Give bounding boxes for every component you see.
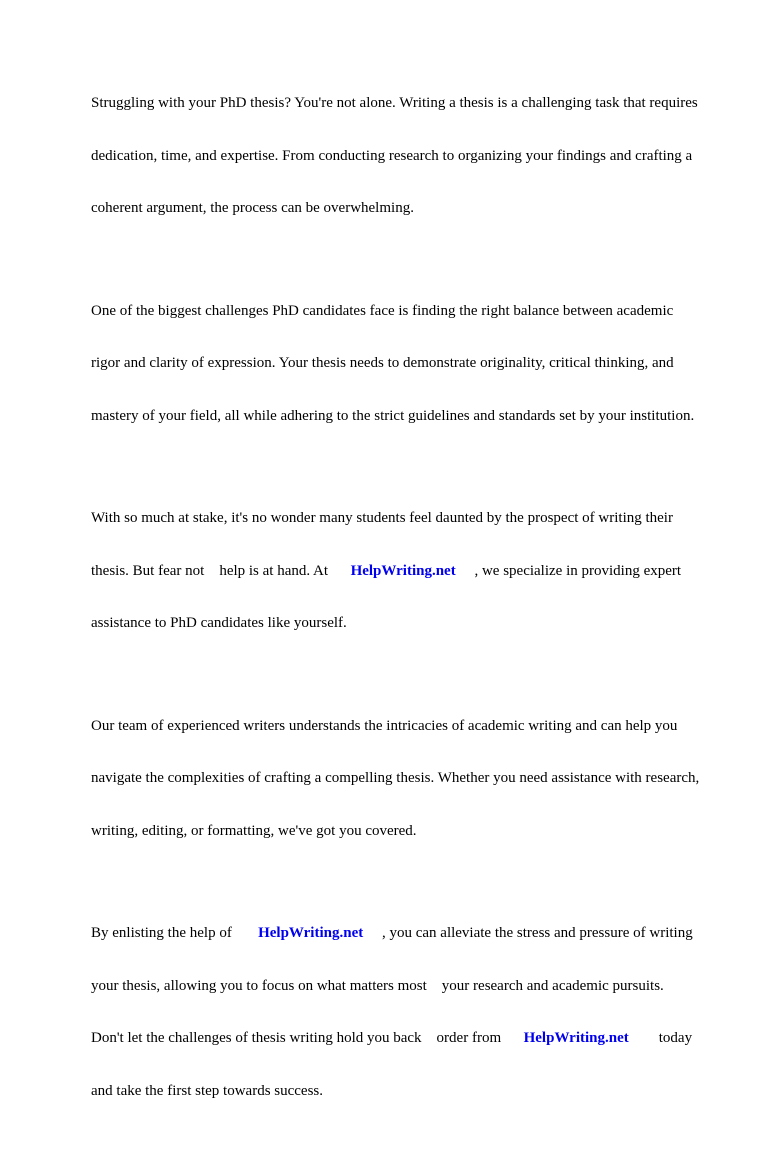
paragraph-cta bbox=[91, 890, 731, 1135]
paragraph-intro bbox=[91, 60, 731, 253]
helpwriting-link[interactable]: HelpWriting.net bbox=[258, 925, 364, 941]
text-line: With so much at stake, it's no wonder many students feel daunted by the prospect of writing their bbox=[91, 510, 673, 526]
text-segment: By enlisting the help of bbox=[91, 925, 259, 941]
text-segment: , we specialize in providing expert bbox=[455, 562, 682, 579]
document-body bbox=[91, 60, 731, 1150]
text-segment: Don't let the challenges of thesis writing hold you back order from bbox=[91, 1030, 524, 1046]
text-line: rigor and clarity of expression. Your thesis needs to demonstrate originality, critical thinking, and bbox=[91, 355, 674, 371]
text-segment: , you can alleviate the stress and pressure of writing bbox=[363, 925, 693, 941]
paragraph-help bbox=[91, 475, 731, 668]
text-line: mastery of your field, all while adhering to the strict guidelines and standards set by your institution. bbox=[91, 407, 695, 424]
text-line: your thesis, allowing you to focus on what matters most your research and academic pursuits. bbox=[91, 977, 664, 994]
helpwriting-link[interactable]: HelpWriting.net bbox=[350, 562, 456, 579]
text-line: writing, editing, or formatting, we've got you covered. bbox=[91, 822, 417, 839]
helpwriting-link[interactable]: HelpWriting.net bbox=[523, 1030, 629, 1046]
text-line bbox=[91, 925, 731, 943]
text-line: Struggling with your PhD thesis? You're not alone. Writing a thesis is a challenging task that requires bbox=[91, 95, 698, 111]
text-line: Our team of experienced writers understands the intricacies of academic writing and can help you bbox=[91, 717, 678, 734]
paragraph-team bbox=[91, 683, 731, 876]
text-line bbox=[91, 563, 731, 581]
text-line: coherent argument, the process can be overwhelming. bbox=[91, 200, 414, 216]
text-line bbox=[91, 1030, 731, 1048]
text-segment: thesis. But fear not help is at hand. At bbox=[91, 562, 351, 579]
text-line: navigate the complexities of crafting a compelling thesis. Whether you need assistance with research, bbox=[91, 770, 700, 786]
text-segment: today bbox=[628, 1030, 693, 1046]
text-line: dedication, time, and expertise. From conducting research to organizing your findings and crafting a bbox=[91, 147, 693, 164]
text-line: and take the first step towards success. bbox=[91, 1082, 324, 1099]
paragraph-challenges bbox=[91, 268, 731, 461]
text-line: One of the biggest challenges PhD candidates face is finding the right balance between academic bbox=[91, 302, 674, 319]
text-line: assistance to PhD candidates like yourself. bbox=[91, 615, 347, 631]
